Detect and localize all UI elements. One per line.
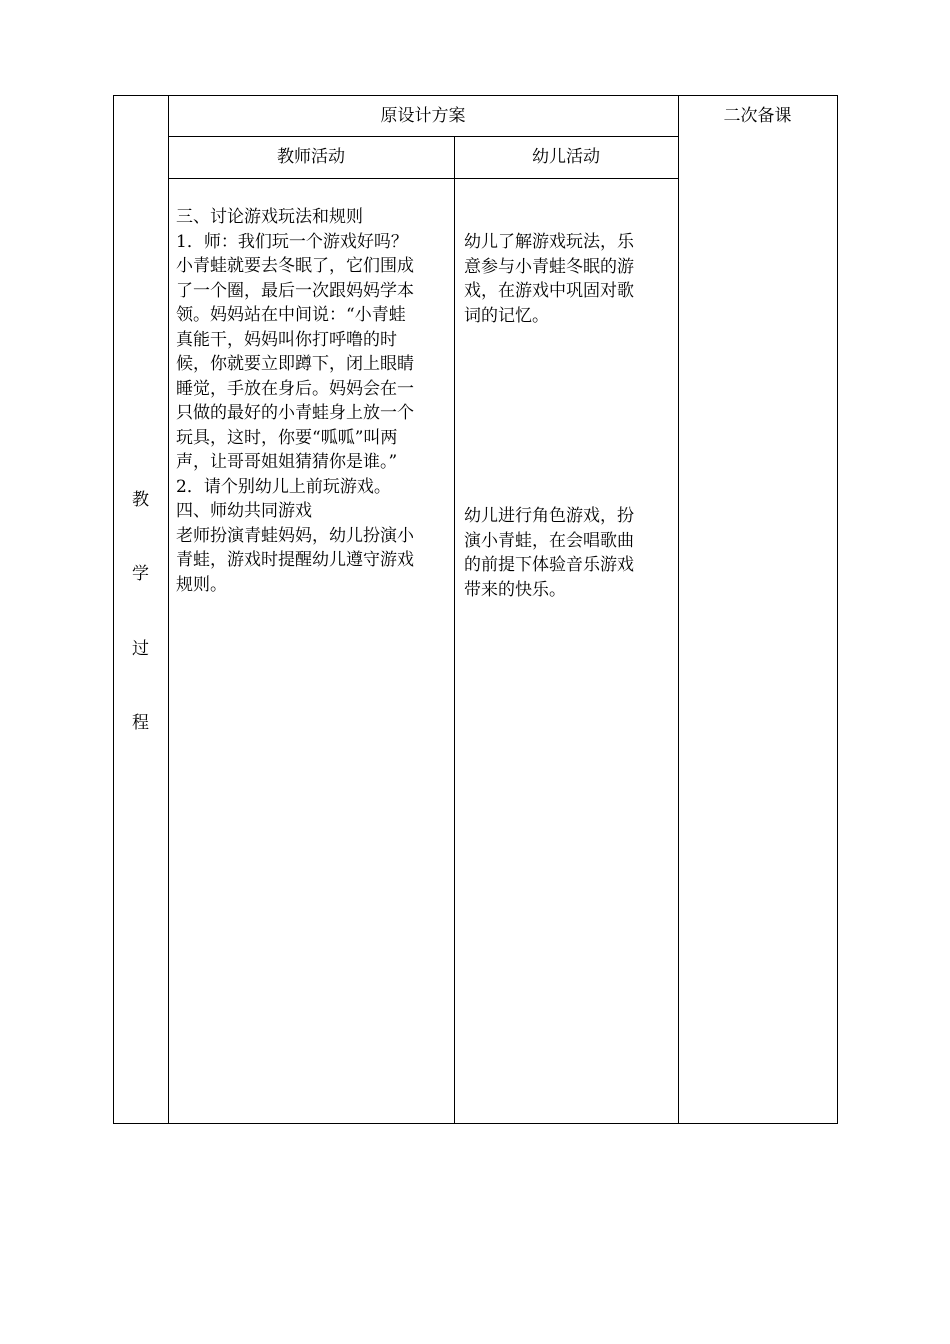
teacher-line: 三、讨论游戏玩法和规则 [176,207,363,227]
child-line: 幼儿进行角色游戏，扮 [464,506,634,526]
teacher-line: 老师扮演青蛙妈妈，幼儿扮演小 [176,525,414,546]
teacher-line: 候，你就要立即蹲下，闭上眼睛 [176,354,414,374]
side-label-char: 教 [132,490,149,510]
teacher-child-divider [454,136,455,1124]
teacher-line: 2．请个别幼儿上前玩游戏。 [176,476,391,497]
teacher-line: 睡觉，手放在身后。妈妈会在一 [176,378,414,399]
teacher-line: 玩具，这时，你要“呱呱”叫两 [176,427,398,448]
teacher-activity-content [176,205,414,597]
side-label-char: 学 [132,564,149,584]
side-label-char: 过 [132,639,149,659]
child-line: 的前提下体验音乐游戏 [464,555,634,575]
teacher-activity-header: 教师活动 [277,147,345,167]
teacher-line: 四、师幼共同游戏 [176,501,312,521]
teacher-line: 青蛙，游戏时提醒幼儿遵守游戏 [176,550,414,570]
teacher-line: 声，让哥哥姐姐猜猜你是谁。” [176,452,398,472]
teacher-line: 了一个圈，最后一次跟妈妈学本 [176,280,414,301]
teacher-line: 领。妈妈站在中间说：“小青蛙 [176,305,406,325]
plan-second-divider [678,95,679,1124]
teacher-line: 只做的最好的小青蛙身上放一个 [176,403,414,423]
teacher-line: 小青蛙就要去冬眠了，它们围成 [176,256,414,276]
child-line: 幼儿了解游戏玩法，乐 [464,232,634,252]
table-right-border [837,95,838,1124]
child-line: 词的记忆。 [464,305,549,326]
table-bottom-border [113,1123,837,1124]
child-line: 戏，在游戏中巩固对歌 [464,281,634,301]
side-label-char: 程 [132,713,149,733]
child-line: 意参与小青蛙冬眠的游 [464,256,634,277]
header-divider-2 [168,178,678,179]
child-activity-block-1 [464,230,634,328]
child-activity-header: 幼儿活动 [532,147,600,167]
teacher-line: 真能干，妈妈叫你打呼噜的时 [176,329,397,350]
second-prep-header: 二次备课 [723,106,792,126]
child-line: 演小青蛙，在会唱歌曲 [464,530,634,551]
child-activity-block-2 [464,504,634,602]
child-line: 带来的快乐。 [464,579,566,600]
side-column-divider [168,95,169,1124]
teacher-line: 规则。 [176,574,227,595]
original-plan-header: 原设计方案 [380,106,466,126]
table-left-border [113,95,114,1124]
teacher-line: 1．师：我们玩一个游戏好吗？ [176,231,408,252]
